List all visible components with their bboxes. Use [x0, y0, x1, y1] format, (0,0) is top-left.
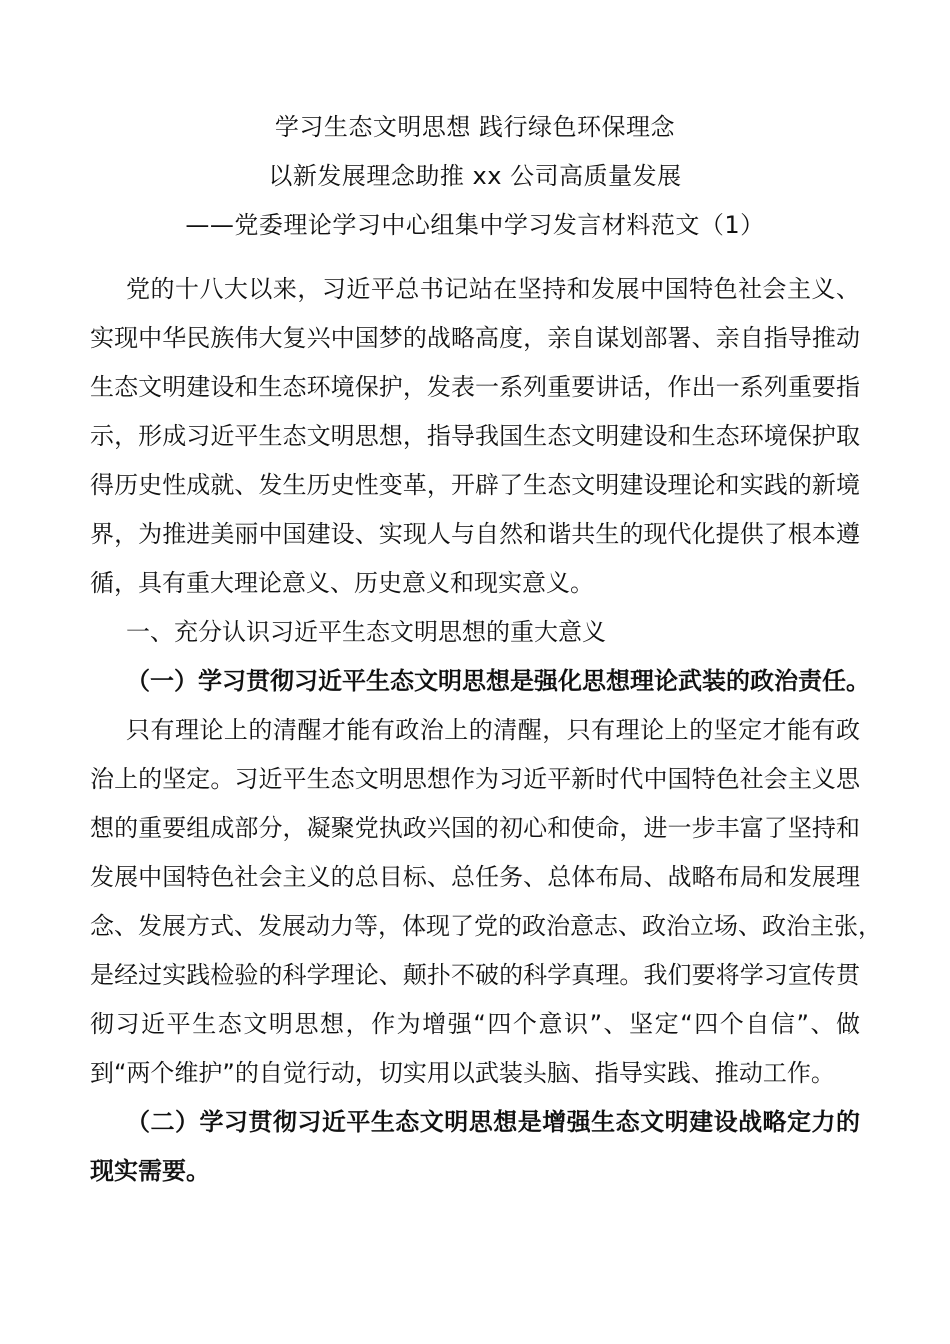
subsection-heading: （一）学习贯彻习近平生态文明思想是强化思想理论武装的政治责任。 [126, 667, 870, 695]
paragraph-line: 实现中华民族伟大复兴中国梦的战略高度，亲自谋划部署、亲自指导推动 [90, 324, 860, 352]
document-byline: ——党委理论学习中心组集中学习发言材料范文（1） [185, 211, 765, 239]
paragraph-line: 想的重要组成部分，凝聚党执政兴国的初心和使命，进一步丰富了坚持和 [90, 814, 860, 842]
paragraph-line: 只有理论上的清醒才能有政治上的清醒，只有理论上的坚定才能有政 [126, 716, 860, 744]
paragraph-line: 示，形成习近平生态文明思想，指导我国生态文明建设和生态环境保护取 [90, 422, 860, 450]
heading-line: （二）学习贯彻习近平生态文明思想是增强生态文明建设战略定力的 [126, 1108, 860, 1136]
heading-line: 现实需要。 [90, 1157, 210, 1185]
paragraph-line: 到“两个维护”的自觉行动，切实用以武装头脑、指导实践、推动工作。 [90, 1059, 835, 1087]
document-title: 学习生态文明思想 践行绿色环保理念 [274, 113, 676, 141]
paragraph-line: 循，具有重大理论意义、历史意义和现实意义。 [90, 569, 594, 597]
paragraph-line: 界，为推进美丽中国建设、实现人与自然和谐共生的现代化提供了根本遵 [90, 520, 860, 548]
document-body [90, 265, 882, 1196]
section-heading: 一、充分认识习近平生态文明思想的重大意义 [126, 618, 606, 646]
paragraph-line: 党的十八大以来，习近平总书记站在坚持和发展中国特色社会主义、 [126, 275, 860, 303]
paragraph-line: 发展中国特色社会主义的总目标、总任务、总体布局、战略布局和发展理 [90, 863, 860, 891]
paragraph-line: 是经过实践检验的科学理论、颠扑不破的科学真理。我们要将学习宣传贯 [90, 961, 860, 989]
intro-paragraph [90, 265, 860, 608]
paragraph-line: 得历史性成就、发生历史性变革，开辟了生态文明建设理论和实践的新境 [90, 471, 860, 499]
paragraph-line: 治上的坚定。习近平生态文明思想作为习近平新时代中国特色社会主义思 [90, 765, 860, 793]
subsection-heading [90, 1098, 860, 1196]
paragraph-line: 生态文明建设和生态环境保护，发表一系列重要讲话，作出一系列重要指 [90, 373, 860, 401]
document-subtitle: 以新发展理念助推 xx 公司高质量发展 [268, 162, 682, 190]
title-block [0, 103, 950, 250]
paragraph-line: 念、发展方式、发展动力等，体现了党的政治意志、政治立场、政治主张， [90, 912, 882, 940]
paragraph-line: 彻习近平生态文明思想，作为增强“四个意识”、坚定“四个自信”、做 [90, 1010, 860, 1038]
body-paragraph [90, 706, 882, 1098]
